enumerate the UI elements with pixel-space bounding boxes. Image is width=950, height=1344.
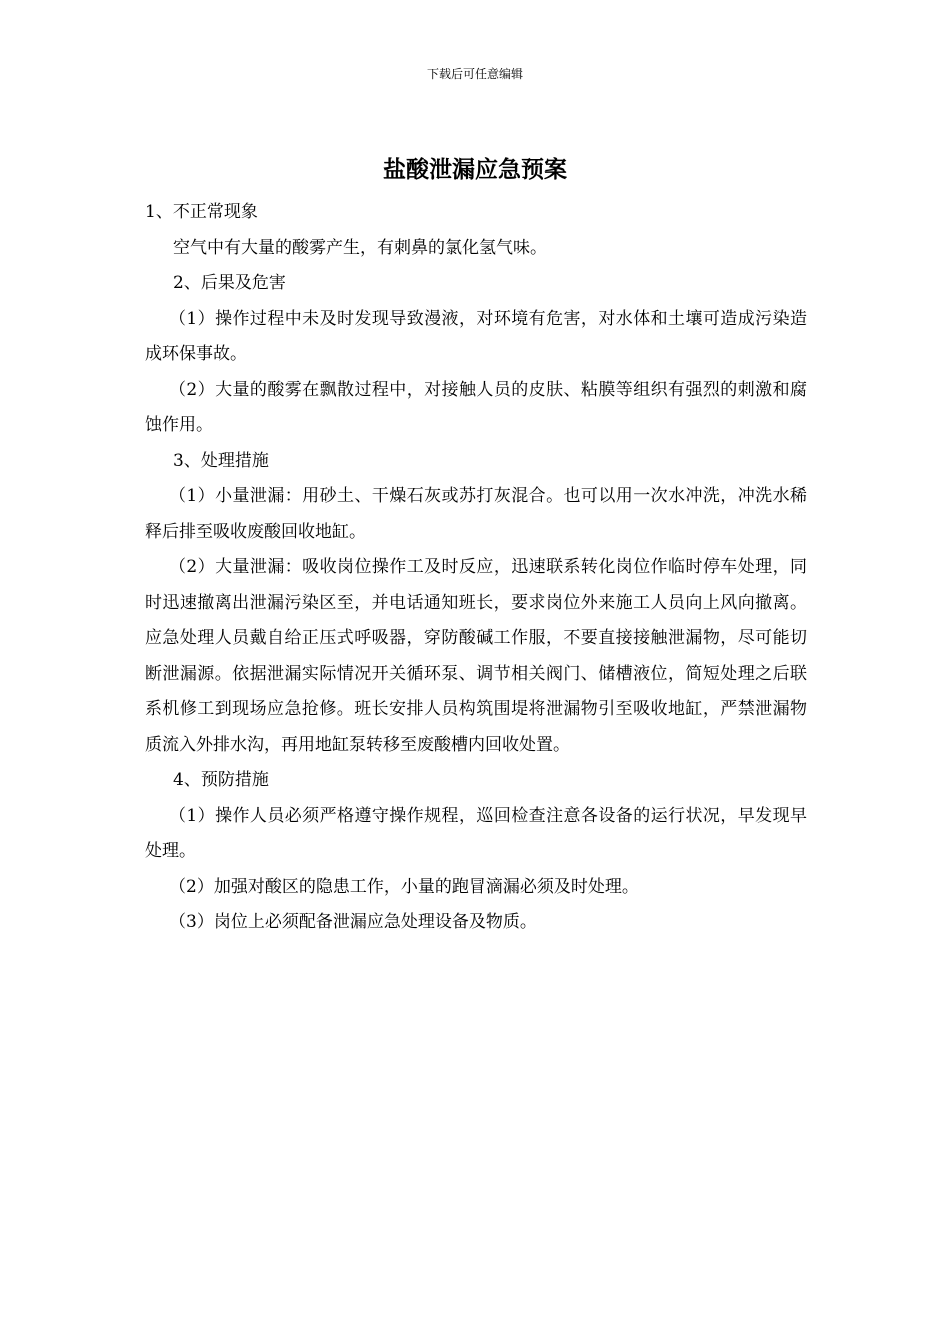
document-body xyxy=(145,195,807,941)
paragraph-prevention-1: （1）操作人员必须严格遵守操作规程，巡回检查注意各设备的运行状况，早发现早处理。 xyxy=(145,805,807,861)
paragraph-treatment-1: （1）小量泄漏：用砂土、干燥石灰或苏打灰混合。也可以用一次水冲洗，冲洗水稀释后排至吸收废酸回收地缸。 xyxy=(145,486,807,542)
section-heading-2: 2、后果及危害 xyxy=(173,273,286,293)
paragraph-treatment-2: （2）大量泄漏：吸收岗位操作工及时反应，迅速联系转化岗位作临时停车处理，同时迅速撤离出泄漏污染区至，并电话通知班长，要求岗位外来施工人员向上风向撤离。应急处理人员戴自给正压式呼吸器，穿防酸碱工作服，不要直接接触泄漏物，尽可能切断泄漏源。依据泄漏实际情况开关循环泵、调节相关阀门、储槽液位，简短处理之后联系机修工到现场应急抢修。班长安排人员构筑围堤将泄漏物引至吸收地缸，严禁泄漏物质流入外排水沟，再用地缸泵转移至废酸槽内回收处置。 xyxy=(145,557,807,755)
paragraph-prevention-3: （3）岗位上必须配备泄漏应急处理设备及物质。 xyxy=(169,912,537,932)
document-title: 盐酸泄漏应急预案 xyxy=(383,156,567,183)
section-heading-3: 3、处理措施 xyxy=(173,450,269,471)
section-heading-4: 4、预防措施 xyxy=(173,770,269,790)
paragraph-prevention-2: （2）加强对酸区的隐患工作，小量的跑冒滴漏必须及时处理。 xyxy=(169,876,639,897)
paragraph-abnormal-phenomenon: 空气中有大量的酸雾产生，有刺鼻的氯化氢气味。 xyxy=(173,237,547,258)
paragraph-consequence-2: （2）大量的酸雾在飘散过程中，对接触人员的皮肤、粘膜等组织有强烈的刺激和腐蚀作用。 xyxy=(145,379,807,435)
paragraph-consequence-1: （1）操作过程中未及时发现导致漫液，对环境有危害，对水体和土壤可造成污染造成环保事故。 xyxy=(145,308,807,364)
section-heading-1: 1、不正常现象 xyxy=(145,202,258,222)
header-note: 下载后可任意编辑 xyxy=(426,67,523,81)
